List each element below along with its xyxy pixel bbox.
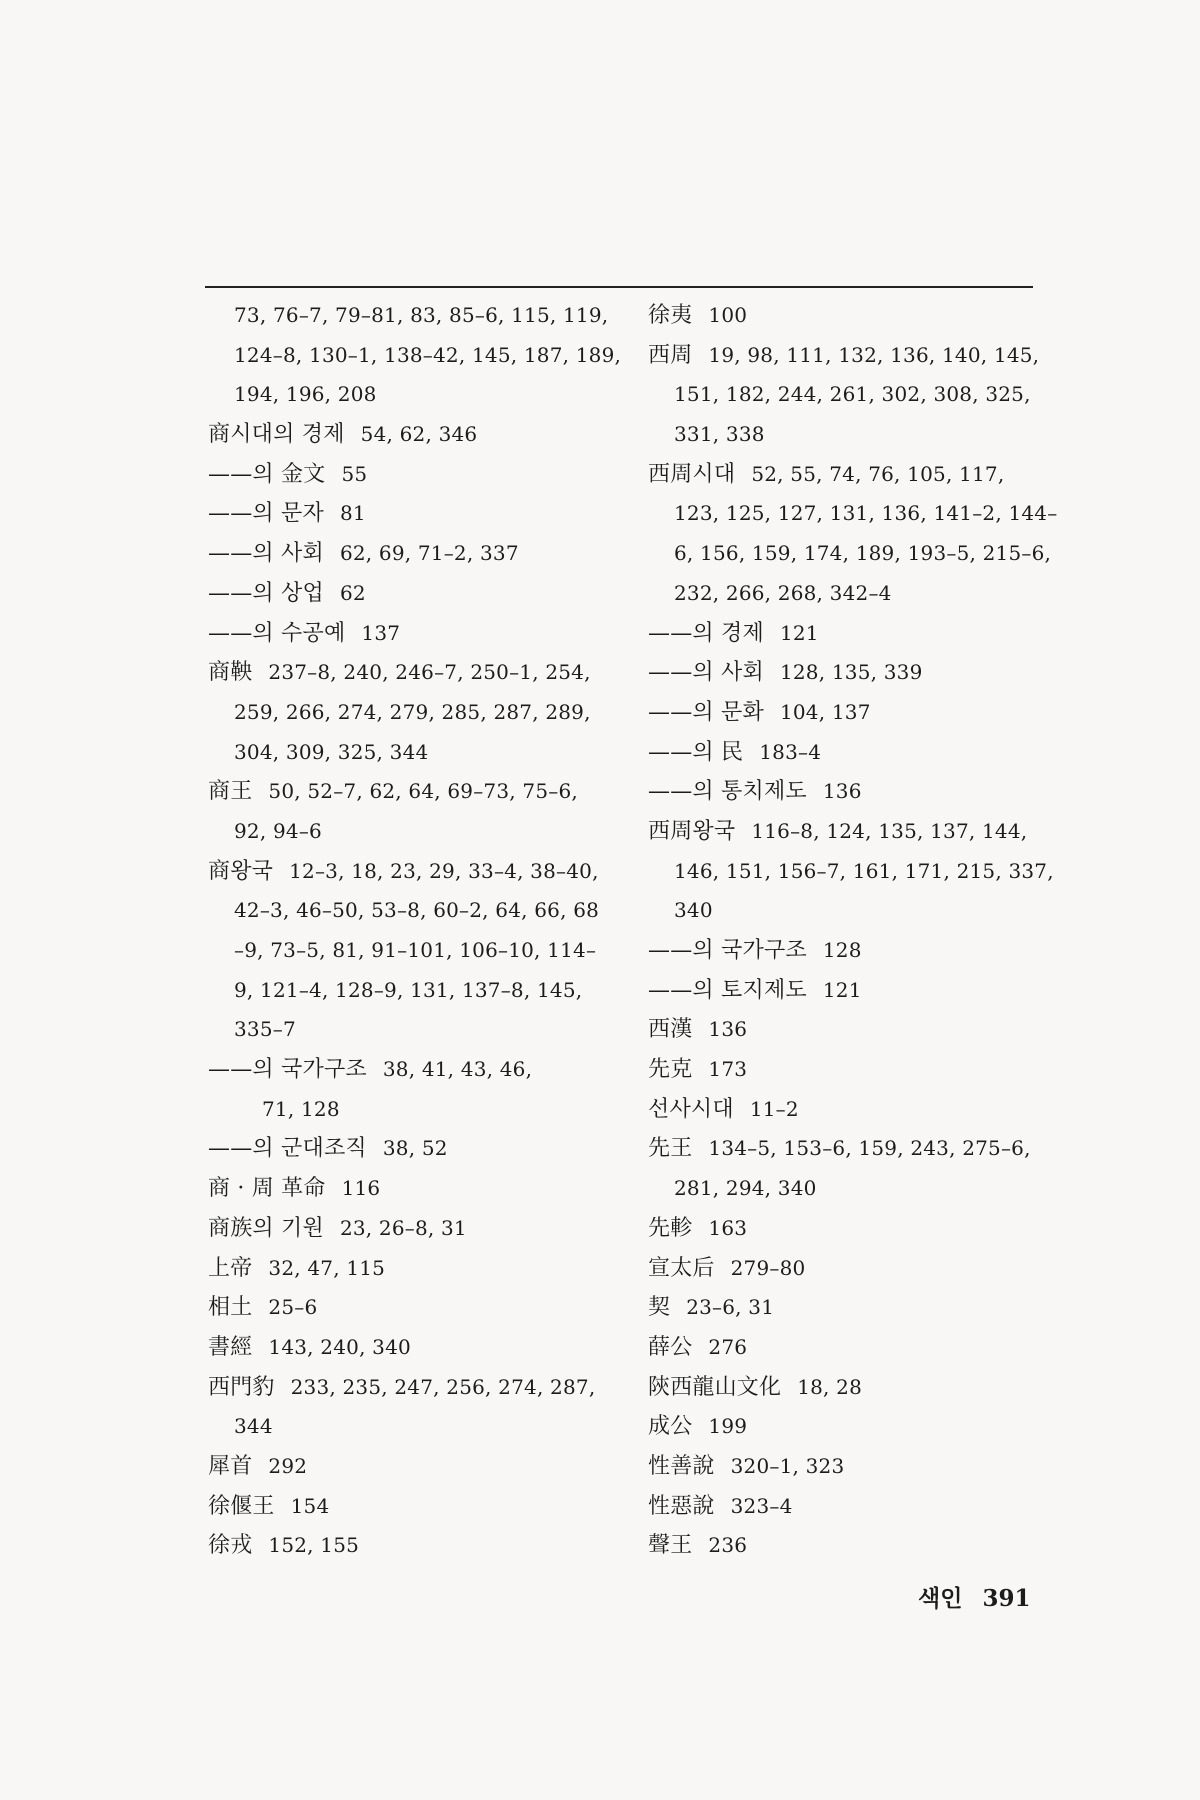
index-term: ——의 상업: [208, 580, 324, 606]
index-entry: [648, 812, 1068, 852]
page-number: 391: [982, 1585, 1031, 1612]
index-entry: [648, 1487, 1068, 1527]
index-entry: [648, 1447, 1068, 1487]
index-page-refs: 143, 240, 340: [268, 1334, 411, 1359]
index-page-refs: 116–8, 124, 135, 137, 144,: [751, 818, 1028, 843]
index-page-refs: 146, 151, 156–7, 161, 171, 215, 337,: [674, 858, 1054, 883]
index-term: ——의 金文: [208, 461, 326, 487]
index-page-refs: 32, 47, 115: [268, 1255, 386, 1280]
index-entry-continuation: [208, 1090, 628, 1130]
index-entry-continuation: [208, 733, 628, 773]
index-page-refs: 344: [234, 1414, 273, 1439]
index-term: 商鞅: [208, 660, 253, 686]
index-entry-continuation: [648, 574, 1068, 614]
index-entry: [208, 852, 628, 892]
index-entry-continuation: [648, 852, 1068, 892]
index-page-refs: 154: [290, 1493, 330, 1518]
top-rule: [205, 286, 1033, 288]
index-entry: [648, 1090, 1068, 1130]
index-term: 成公: [648, 1414, 693, 1440]
index-entry-continuation: [208, 1407, 628, 1447]
index-page-refs: 121: [779, 620, 819, 645]
index-page-refs: 73, 76–7, 79–81, 83, 85–6, 115, 119,: [234, 303, 609, 327]
index-term: ——의 경제: [648, 620, 764, 646]
index-term: 性善說: [648, 1453, 715, 1479]
index-entry-continuation: [208, 296, 628, 336]
index-term: 商왕국: [208, 858, 274, 884]
index-entry: [208, 494, 628, 534]
index-term: ——의 수공예: [208, 620, 346, 646]
index-term: 書經: [208, 1334, 253, 1360]
index-entry-continuation: [648, 494, 1068, 534]
index-term: ——의 토지제도: [648, 977, 807, 1003]
index-entry: [648, 1328, 1068, 1368]
index-term: 西門豹: [208, 1374, 275, 1400]
index-page-refs: 335–7: [234, 1017, 296, 1042]
index-entry-continuation: [208, 375, 628, 415]
index-term: ——의 문화: [648, 699, 764, 725]
index-page-refs: 62, 69, 71–2, 337: [339, 541, 519, 566]
index-term: 聲王: [648, 1533, 693, 1559]
index-entry: [648, 1407, 1068, 1447]
index-page-refs: 92, 94–6: [234, 818, 322, 843]
index-entry: [648, 733, 1068, 773]
index-page-refs: 194, 196, 208: [234, 382, 377, 407]
index-entry: [208, 1447, 628, 1487]
index-term: 商族의 기원: [208, 1215, 324, 1241]
index-page-refs: 81: [339, 501, 366, 526]
index-term: 商 · 周 革命: [208, 1176, 326, 1202]
index-term: 西周왕국: [648, 818, 736, 844]
index-page-refs: 340: [674, 898, 713, 923]
index-entry-continuation: [208, 336, 628, 376]
section-label: 색인: [918, 1585, 963, 1612]
index-page-refs: 292: [268, 1453, 308, 1478]
index-page-refs: 199: [708, 1414, 748, 1439]
index-page-refs: 54, 62, 346: [360, 422, 478, 447]
index-entry: [208, 1209, 628, 1249]
index-page-refs: 323–4: [730, 1493, 793, 1518]
index-term: 商시대의 경제: [208, 422, 345, 448]
index-term: ——의 사회: [648, 660, 764, 686]
index-page-refs: 320–1, 323: [730, 1453, 845, 1478]
index-page-refs: 18, 28: [797, 1374, 863, 1399]
index-page-refs: 123, 125, 127, 131, 136, 141–2, 144–: [674, 501, 1058, 526]
index-page-refs: 136: [822, 779, 862, 804]
index-page-refs: 6, 156, 159, 174, 189, 193–5, 215–6,: [674, 541, 1052, 566]
index-term: 性惡說: [648, 1493, 715, 1519]
index-entry: [208, 455, 628, 495]
index-term: ——의 民: [648, 739, 744, 765]
index-term: 薛公: [648, 1334, 693, 1360]
index-column-left: [208, 296, 628, 1566]
page-footer: [918, 1580, 1030, 1613]
index-term: 徐偃王: [208, 1493, 275, 1519]
index-page-refs: 183–4: [759, 739, 822, 764]
index-term: 宣太后: [648, 1255, 715, 1281]
index-term: 犀首: [208, 1453, 253, 1479]
index-page-refs: 276: [708, 1334, 748, 1359]
index-entry: [648, 1129, 1068, 1169]
index-entry: [208, 653, 628, 693]
index-entry-continuation: [648, 534, 1068, 574]
index-entry: [208, 1050, 628, 1090]
index-entry: [648, 1209, 1068, 1249]
index-term: 西周시대: [648, 461, 736, 487]
index-page-refs: 259, 266, 274, 279, 285, 287, 289,: [234, 699, 591, 724]
index-term: 商王: [208, 779, 253, 805]
index-entry: [208, 614, 628, 654]
index-entry-continuation: [208, 931, 628, 971]
index-term: ——의 군대조직: [208, 1136, 367, 1162]
index-page-refs: 173: [708, 1057, 748, 1082]
index-page-refs: 38, 41, 43, 46,: [382, 1057, 533, 1082]
index-page-refs: 19, 98, 111, 132, 136, 140, 145,: [708, 342, 1040, 367]
index-entry: [208, 1288, 628, 1328]
index-page-refs: 38, 52: [382, 1136, 448, 1161]
index-entry-continuation: [208, 1010, 628, 1050]
index-page-refs: 42–3, 46–50, 53–8, 60–2, 64, 66, 68: [234, 898, 600, 923]
index-term: 先軫: [648, 1215, 693, 1241]
index-page-refs: 23–6, 31: [686, 1295, 775, 1320]
index-entry: [208, 1487, 628, 1527]
index-page-refs: 121: [822, 977, 862, 1002]
index-entry-continuation: [208, 693, 628, 733]
index-entry: [648, 336, 1068, 376]
index-entry: [648, 772, 1068, 812]
index-page-refs: 128: [822, 938, 862, 962]
index-entry: [648, 1010, 1068, 1050]
index-entry: [648, 1249, 1068, 1289]
index-term: 陝西龍山文化: [648, 1374, 782, 1400]
index-entry: [648, 296, 1068, 336]
index-page-refs: –9, 73–5, 81, 91–101, 106–10, 114–: [234, 938, 597, 962]
index-page-refs: 281, 294, 340: [674, 1176, 817, 1201]
index-term: ——의 국가구조: [648, 938, 807, 963]
index-page-refs: 236: [708, 1533, 748, 1558]
index-entry: [208, 415, 628, 455]
index-entry: [648, 455, 1068, 495]
index-page-refs: 232, 266, 268, 342–4: [674, 580, 892, 605]
index-page-refs: 137: [361, 620, 401, 645]
index-page-refs: 100: [708, 303, 748, 327]
index-entry: [648, 1288, 1068, 1328]
index-page-refs: 331, 338: [674, 422, 765, 447]
index-entry: [648, 653, 1068, 693]
index-page-refs: 9, 121–4, 128–9, 131, 137–8, 145,: [234, 977, 583, 1002]
index-entry: [208, 1249, 628, 1289]
index-term: 西周: [648, 342, 693, 368]
index-page-refs: 25–6: [268, 1295, 318, 1320]
index-entry: [208, 1169, 628, 1209]
index-entry-continuation: [648, 891, 1068, 931]
index-page-refs: 279–80: [730, 1255, 806, 1280]
index-term: 先王: [648, 1136, 693, 1162]
index-entry: [208, 1526, 628, 1566]
index-entry-continuation: [208, 891, 628, 931]
index-page-refs: 50, 52–7, 62, 64, 69–73, 75–6,: [268, 779, 578, 804]
index-entry-continuation: [208, 971, 628, 1011]
index-page-refs: 55: [341, 461, 368, 486]
index-page-refs: 134–5, 153–6, 159, 243, 275–6,: [708, 1136, 1031, 1161]
index-term: 上帝: [208, 1255, 253, 1281]
index-term: ——의 문자: [208, 501, 324, 527]
index-page-refs: 152, 155: [268, 1533, 360, 1558]
index-entry-continuation: [208, 812, 628, 852]
index-term: ——의 국가구조: [208, 1057, 367, 1083]
index-entry: [648, 693, 1068, 733]
index-page-refs: 116: [341, 1176, 381, 1201]
index-page-refs: 124–8, 130–1, 138–42, 145, 187, 189,: [234, 342, 622, 367]
index-entry-continuation: [648, 1169, 1068, 1209]
index-page-refs: 104, 137: [779, 699, 871, 724]
index-entry: [208, 574, 628, 614]
index-page-refs: 136: [708, 1017, 748, 1042]
index-entry-continuation: [648, 415, 1068, 455]
index-page-refs: 62: [339, 580, 366, 605]
index-entry: [648, 1368, 1068, 1408]
index-term: 徐戎: [208, 1533, 253, 1559]
index-page-refs: 11–2: [749, 1096, 799, 1121]
index-page-refs: 233, 235, 247, 256, 274, 287,: [290, 1374, 596, 1399]
index-column-right: [648, 296, 1068, 1566]
index-entry: [208, 772, 628, 812]
index-term: 契: [648, 1295, 671, 1321]
index-term: ——의 사회: [208, 541, 324, 567]
index-entry: [648, 1050, 1068, 1090]
index-page-refs: 128, 135, 339: [779, 660, 923, 685]
index-term: 徐夷: [648, 303, 693, 328]
index-entry: [648, 1526, 1068, 1566]
index-entry: [208, 1368, 628, 1408]
index-term: 相土: [208, 1295, 253, 1321]
index-term: 先克: [648, 1057, 693, 1083]
index-page-refs: 163: [708, 1215, 748, 1240]
index-entry: [208, 534, 628, 574]
index-page-refs: 237–8, 240, 246–7, 250–1, 254,: [268, 660, 591, 685]
index-entry-continuation: [648, 375, 1068, 415]
index-entry: [648, 614, 1068, 654]
index-page-refs: 23, 26–8, 31: [339, 1215, 467, 1240]
index-entry: [208, 1328, 628, 1368]
index-page-refs: 71, 128: [262, 1096, 340, 1121]
index-term: 西漢: [648, 1017, 693, 1043]
index-entry: [648, 971, 1068, 1011]
index-page-refs: 52, 55, 74, 76, 105, 117,: [751, 461, 1005, 486]
index-page-refs: 12–3, 18, 23, 29, 33–4, 38–40,: [289, 858, 599, 883]
index-entry: [208, 1129, 628, 1169]
index-term: 선사시대: [648, 1096, 734, 1122]
index-page-refs: 304, 309, 325, 344: [234, 739, 429, 764]
index-page-refs: 151, 182, 244, 261, 302, 308, 325,: [674, 382, 1031, 407]
index-term: ——의 통치제도: [648, 779, 807, 805]
index-entry: [648, 931, 1068, 971]
